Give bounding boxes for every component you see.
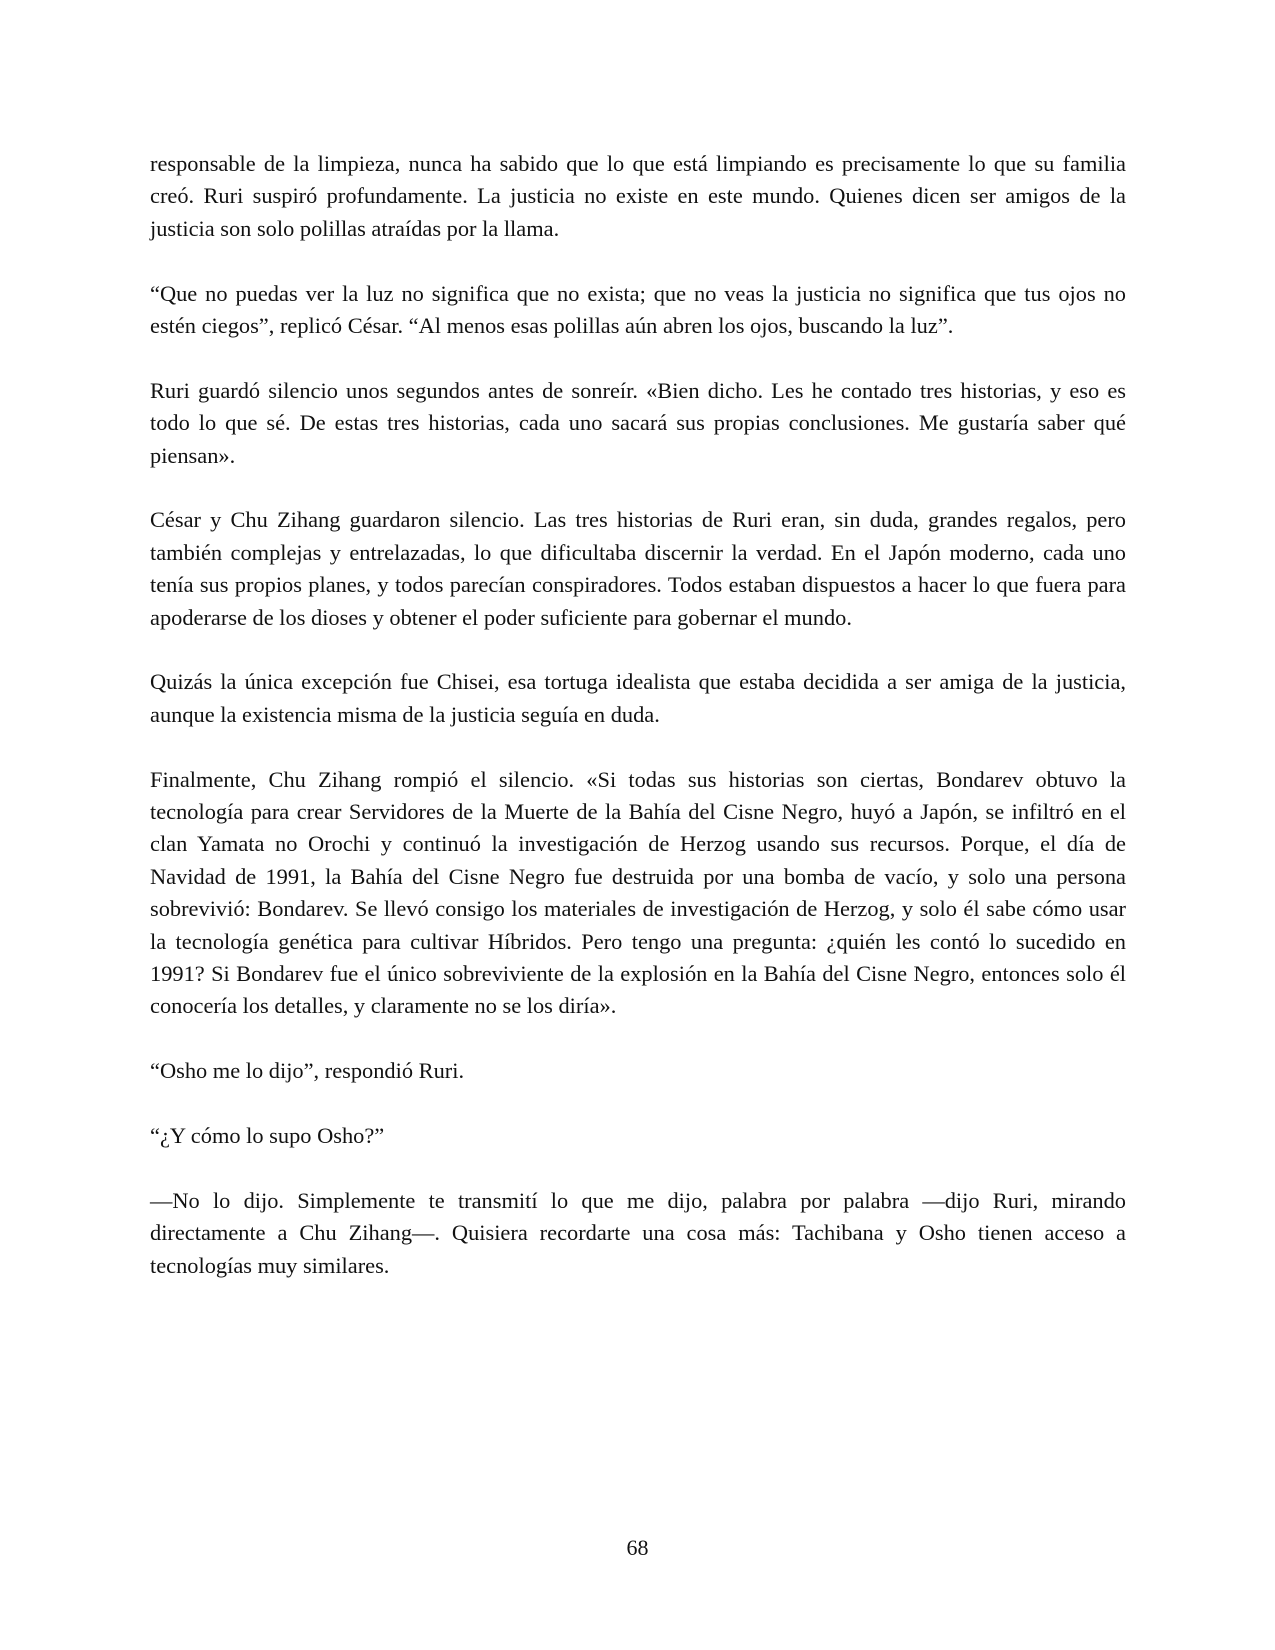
paragraph-6: Finalmente, Chu Zihang rompió el silencio. «Si todas sus historias son ciertas, Bondarev obtuvo la tecnología para crear Servidores de la Muerte de la Bahía del Cisne Negro, huyó a Japón, se infiltró en el clan Yamata no Orochi y continuó la investigación de Herzog usando sus recursos. Porque, el día de Navidad de 1991, la Bahía del Cisne Negro fue destruida por una bomba de vacío, y solo una persona sobrevivió: Bondarev. Se llevó consigo los materiales de investigación de Herzog, y solo él sabe cómo usar la tecnología genética para cultivar Híbridos. Pero tengo una pregunta: ¿quién les contó lo sucedido en 1991? Si Bondarev fue el único sobreviviente de la explosión en la Bahía del Cisne Negro, entonces solo él conocería los detalles, y claramente no se los diría». [150,766,1126,1019]
paragraph-3: Ruri guardó silencio unos segundos antes de sonreír. «Bien dicho. Les he contado tres historias, y eso es todo lo que sé. De estas tres historias, cada uno sacará sus propias conclusiones. Me gustaría saber qué piensan». [150,377,1126,468]
paragraph-4: César y Chu Zihang guardaron silencio. Las tres historias de Ruri eran, sin duda, grandes regalos, pero también complejas y entrelazadas, lo que dificultaba discernir la verdad. En el Japón moderno, cada uno tenía sus propios planes, y todos parecían conspiradores. Todos estaban dispuestos a hacer lo que fuera para apoderarse de los dioses y obtener el poder suficiente para gobernar el mundo. [150,507,1126,630]
paragraph-2: “Que no puedas ver la luz no significa que no exista; que no veas la justicia no significa que tus ojos no estén ciegos”, replicó César. “Al menos esas polillas aún abren los ojos, buscando la luz”. [150,280,1126,339]
paragraph-8: “¿Y cómo lo supo Osho?” [150,1123,385,1149]
paragraph-9: —No lo dijo. Simplemente te transmití lo que me dijo, palabra por palabra —dijo Ruri, mirando directamente a Chu Zihang—. Quisiera recordarte una cosa más: Tachibana y Osho tienen acceso a tecnologías muy similares. [150,1187,1126,1278]
body-text [150,148,1126,1282]
paragraph-1: responsable de la limpieza, nunca ha sabido que lo que está limpiando es precisamente lo que su familia creó. Ruri suspiró profundamente. La justicia no existe en este mundo. Quienes dicen ser amigos de la justicia son solo polillas atraídas por la llama. [150,151,1126,241]
page-number: 68 [626,1535,649,1560]
paragraph-5: Quizás la única excepción fue Chisei, esa tortuga idealista que estaba decidida a ser amiga de la justicia, aunque la existencia misma de la justicia seguía en duda. [150,669,1126,727]
paragraph-7: “Osho me lo dijo”, respondió Ruri. [150,1058,465,1084]
